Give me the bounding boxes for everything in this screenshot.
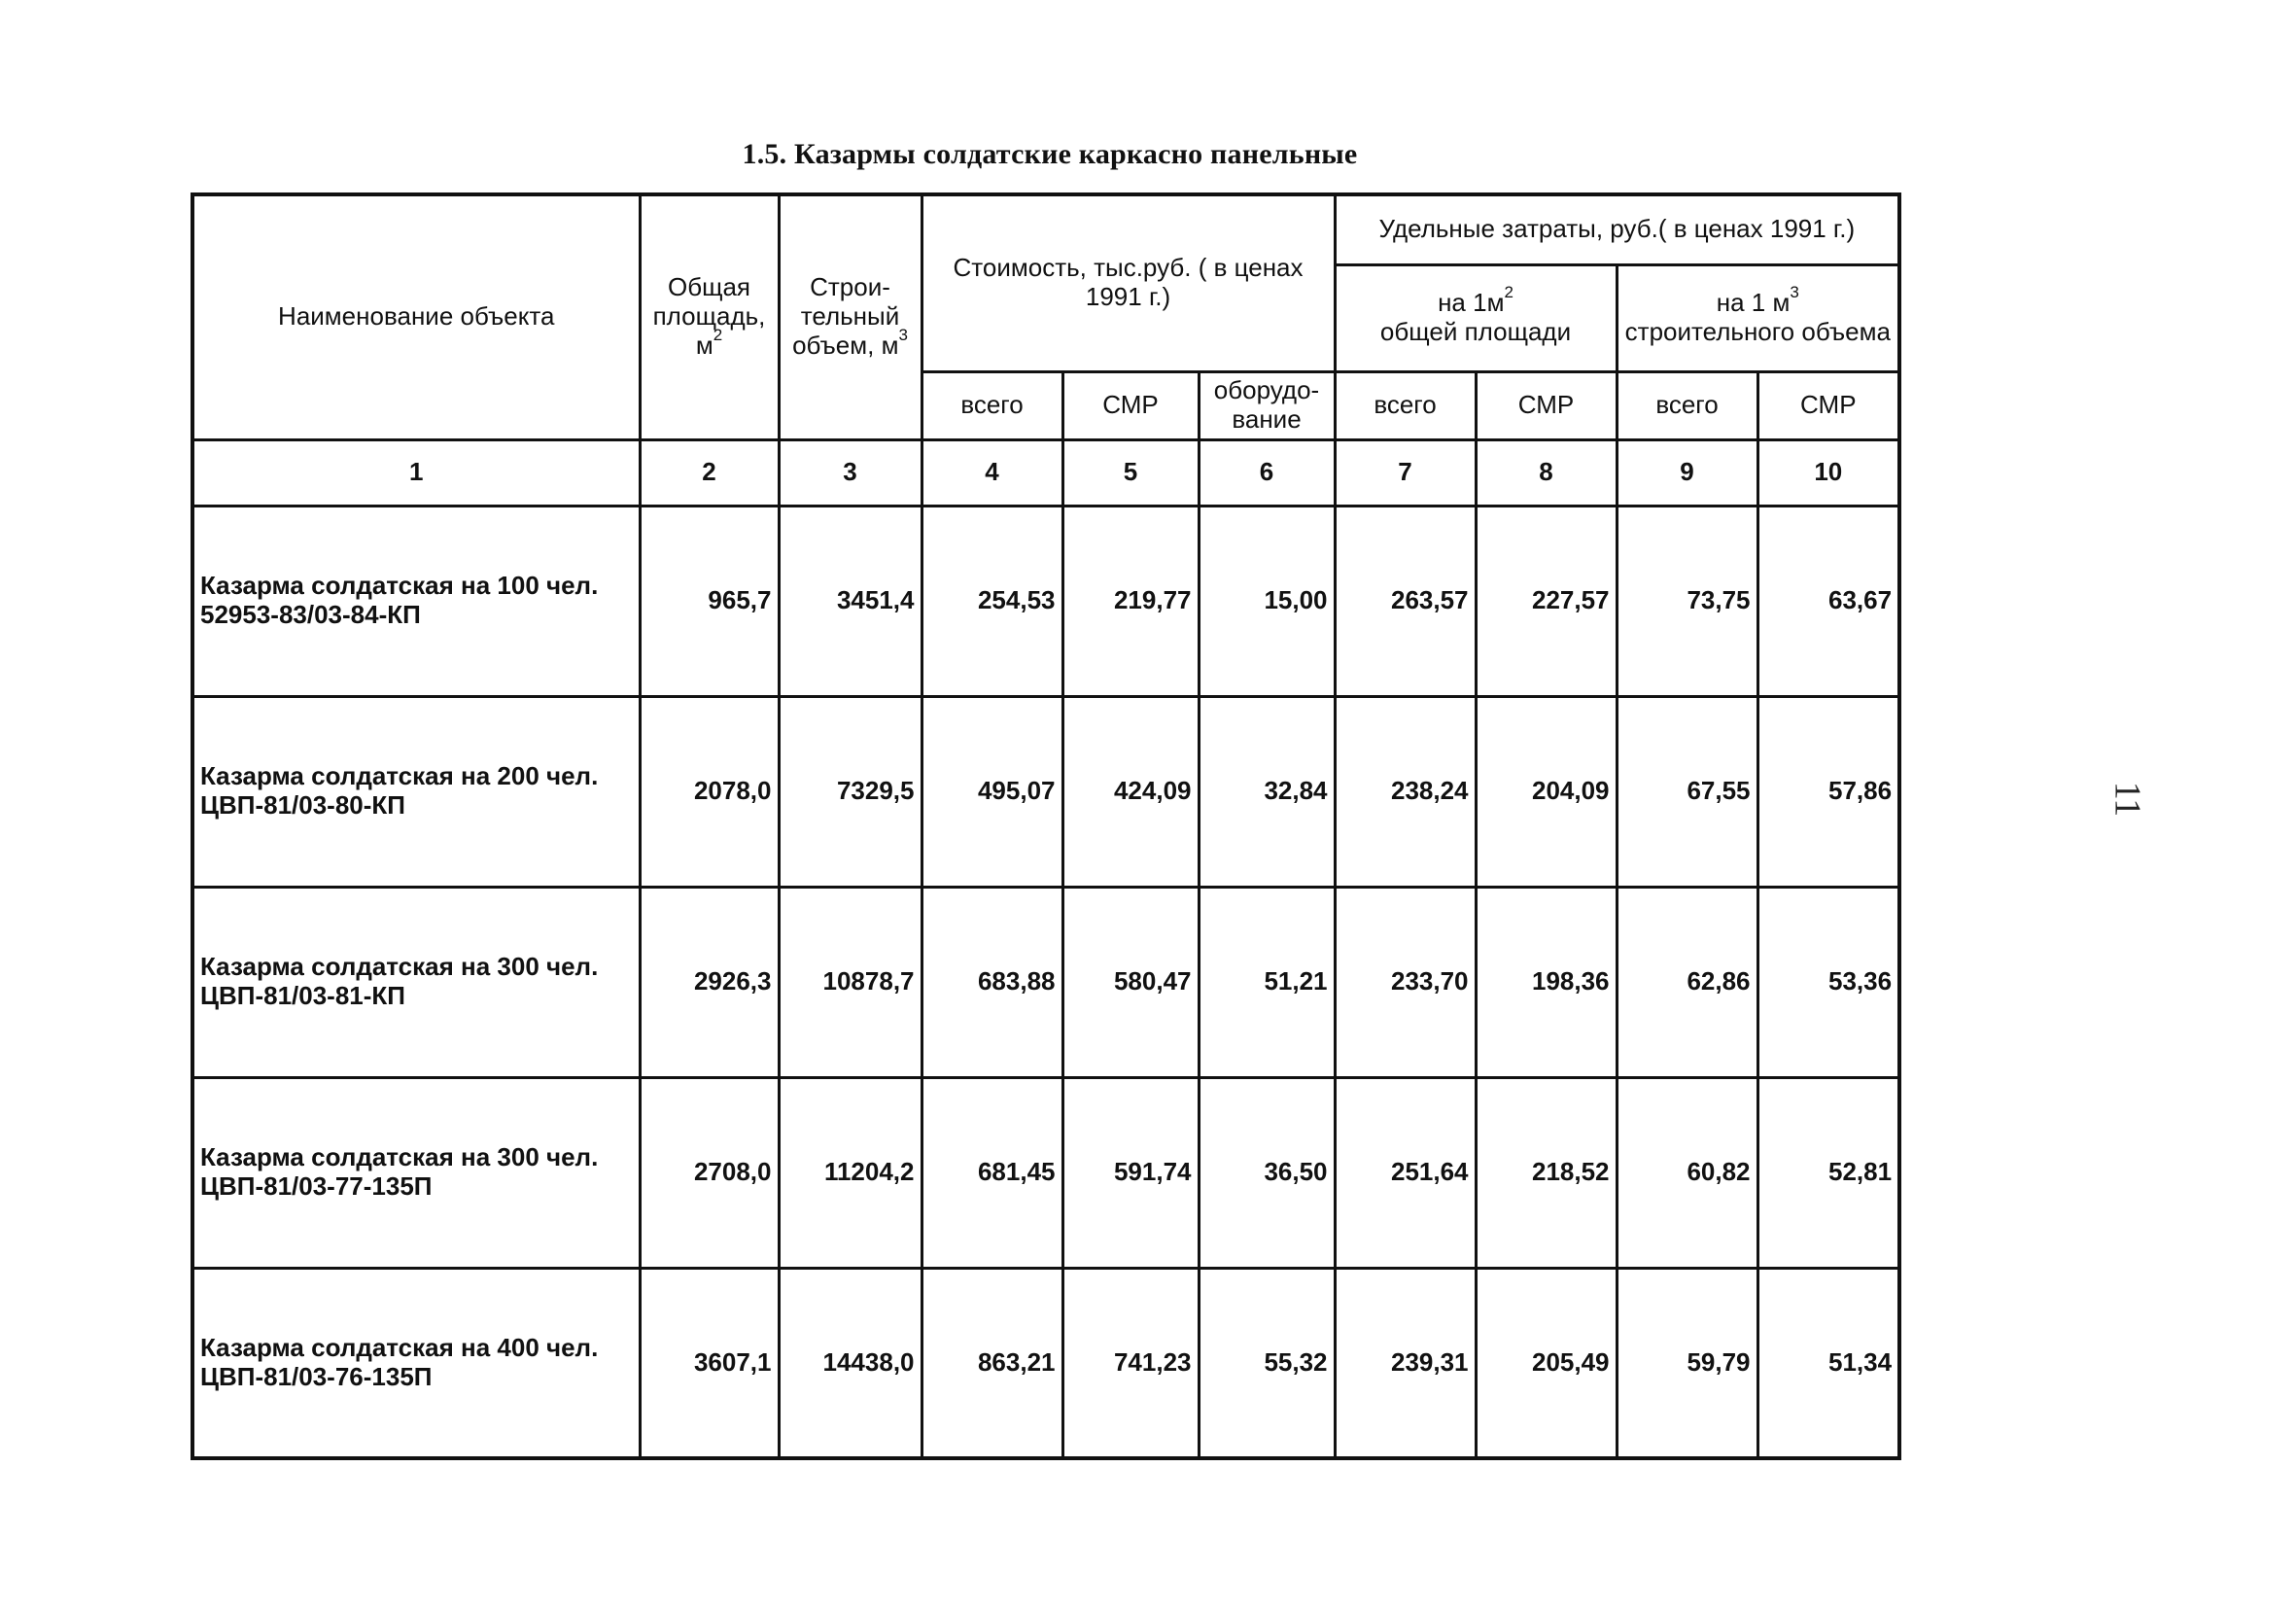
object-name-line1: Казарма солдатская на 200 чел. — [200, 761, 599, 791]
m3-smr-value: 52,81 — [1757, 1077, 1899, 1268]
header-m3-total: всего — [1617, 371, 1757, 439]
column-number: 10 — [1757, 439, 1899, 506]
header-per-m3 — [1617, 264, 1899, 371]
cost-equipment-value: 15,00 — [1199, 506, 1335, 696]
object-project-code: ЦВП-81/03-80-КП — [200, 790, 405, 820]
area-value: 965,7 — [640, 506, 779, 696]
cost-total-value: 683,88 — [922, 887, 1062, 1077]
table-row — [192, 1268, 1899, 1458]
object-name — [192, 1077, 640, 1268]
object-project-code: ЦВП-81/03-81-КП — [200, 981, 405, 1010]
object-name-line1: Казарма солдатская на 400 чел. — [200, 1332, 599, 1362]
cost-total-value: 254,53 — [922, 506, 1062, 696]
volume-value: 14438,0 — [779, 1268, 922, 1458]
object-name-line1: Казарма солдатская на 300 чел. — [200, 1142, 599, 1172]
cost-equipment-value: 32,84 — [1199, 696, 1335, 887]
table-row — [192, 696, 1899, 887]
page-number: 11 — [2106, 781, 2148, 818]
m3-smr-value: 53,36 — [1757, 887, 1899, 1077]
cost-smr-value: 219,77 — [1062, 506, 1199, 696]
m2-total-value: 263,57 — [1335, 506, 1476, 696]
area-value: 2708,0 — [640, 1077, 779, 1268]
header-per-m2-sup: 2 — [1504, 283, 1513, 302]
m3-smr-value: 63,67 — [1757, 506, 1899, 696]
table-row — [192, 887, 1899, 1077]
column-number: 8 — [1476, 439, 1617, 506]
cost-equipment-value: 36,50 — [1199, 1077, 1335, 1268]
header-unit-group: Удельные затраты, руб.( в ценах 1991 г.) — [1335, 194, 1899, 264]
header-volume-sup: 3 — [898, 326, 908, 345]
m2-total-value: 238,24 — [1335, 696, 1476, 887]
m2-total-value: 251,64 — [1335, 1077, 1476, 1268]
cost-equipment-value: 51,21 — [1199, 887, 1335, 1077]
area-value: 2926,3 — [640, 887, 779, 1077]
cost-total-value: 863,21 — [922, 1268, 1062, 1458]
header-volume — [779, 194, 922, 439]
page-title: 1.5. Казармы солдатские каркасно панельные — [742, 138, 1358, 170]
object-name-line1: Казарма солдатская на 100 чел. — [200, 571, 599, 601]
object-project-code: ЦВП-81/03-77-135П — [200, 1171, 433, 1201]
object-name — [192, 506, 640, 696]
object-name-line1: Казарма солдатская на 300 чел. — [200, 952, 599, 982]
m3-total-value: 62,86 — [1617, 887, 1757, 1077]
object-name — [192, 1268, 640, 1458]
cost-smr-value: 580,47 — [1062, 887, 1199, 1077]
m2-total-value: 233,70 — [1335, 887, 1476, 1077]
table-row — [192, 1077, 1899, 1268]
header-per-m2-prefix: на 1м — [1438, 288, 1505, 318]
m2-smr-value: 218,52 — [1476, 1077, 1617, 1268]
m3-smr-value: 51,34 — [1757, 1268, 1899, 1458]
header-m3-smr: СМР — [1757, 371, 1899, 439]
column-number: 3 — [779, 439, 922, 506]
column-number: 7 — [1335, 439, 1476, 506]
header-per-m3-sup: 3 — [1790, 283, 1799, 302]
table-row — [192, 506, 1899, 696]
cost-total-value: 681,45 — [922, 1077, 1062, 1268]
column-number: 2 — [640, 439, 779, 506]
header-cost-total: всего — [922, 371, 1062, 439]
column-number: 5 — [1062, 439, 1199, 506]
m2-smr-value: 204,09 — [1476, 696, 1617, 887]
m3-total-value: 73,75 — [1617, 506, 1757, 696]
cost-table — [191, 192, 1901, 1460]
object-project-code: 52953-83/03-84-КП — [200, 600, 421, 629]
header-name: Наименование объекта — [192, 194, 640, 439]
header-per-m2-rest: общей площади — [1379, 317, 1572, 346]
column-number-row — [192, 439, 1899, 506]
header-cost-equipment: оборудо-вание — [1199, 371, 1335, 439]
header-volume-label: Строи-тельный объем, м — [792, 272, 900, 361]
header-cost-smr: СМР — [1062, 371, 1199, 439]
volume-value: 10878,7 — [779, 887, 922, 1077]
m2-smr-value: 198,36 — [1476, 887, 1617, 1077]
header-m2-total: всего — [1335, 371, 1476, 439]
m3-total-value: 67,55 — [1617, 696, 1757, 887]
header-per-m2 — [1335, 264, 1617, 371]
m3-total-value: 60,82 — [1617, 1077, 1757, 1268]
header-cost-group: Стоимость, тыс.руб. ( в ценах 1991 г.) — [922, 194, 1335, 371]
m2-smr-value: 205,49 — [1476, 1268, 1617, 1458]
object-name — [192, 887, 640, 1077]
m2-total-value: 239,31 — [1335, 1268, 1476, 1458]
cost-smr-value: 741,23 — [1062, 1268, 1199, 1458]
header-per-m3-prefix: на 1 м — [1716, 288, 1791, 318]
m3-smr-value: 57,86 — [1757, 696, 1899, 887]
header-per-m3-rest: строительного объема — [1624, 317, 1891, 346]
column-number: 6 — [1199, 439, 1335, 506]
area-value: 2078,0 — [640, 696, 779, 887]
column-number: 9 — [1617, 439, 1757, 506]
object-project-code: ЦВП-81/03-76-135П — [200, 1361, 433, 1391]
header-area — [640, 194, 779, 439]
cost-equipment-value: 55,32 — [1199, 1268, 1335, 1458]
header-m2-smr: СМР — [1476, 371, 1617, 439]
column-number: 1 — [192, 439, 640, 506]
cost-total-value: 495,07 — [922, 696, 1062, 887]
m2-smr-value: 227,57 — [1476, 506, 1617, 696]
object-name — [192, 696, 640, 887]
cost-smr-value: 591,74 — [1062, 1077, 1199, 1268]
column-number: 4 — [922, 439, 1062, 506]
volume-value: 11204,2 — [779, 1077, 922, 1268]
volume-value: 7329,5 — [779, 696, 922, 887]
cost-smr-value: 424,09 — [1062, 696, 1199, 887]
volume-value: 3451,4 — [779, 506, 922, 696]
m3-total-value: 59,79 — [1617, 1268, 1757, 1458]
area-value: 3607,1 — [640, 1268, 779, 1458]
header-area-label: Общая площадь, м — [652, 272, 766, 361]
header-area-sup: 2 — [713, 326, 723, 345]
